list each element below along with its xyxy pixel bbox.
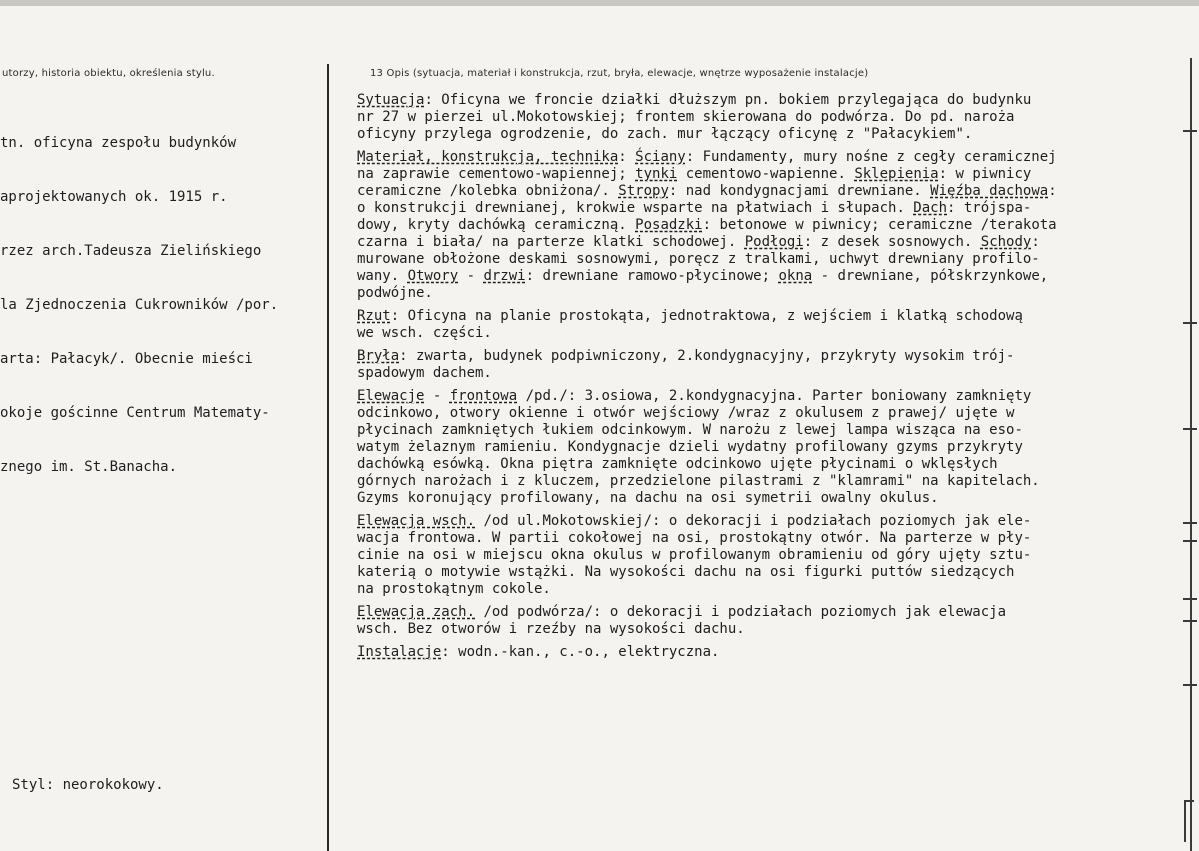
description-line — [357, 200, 1185, 217]
description-line — [357, 166, 1185, 183]
text-segment: wsch. Bez otworów i rzeźby na wysokości dachu. — [357, 621, 745, 637]
margin-tick — [1183, 620, 1197, 622]
history-text — [0, 98, 325, 512]
section-heading: Podłogi — [744, 234, 804, 250]
description-line — [357, 234, 1185, 251]
text-segment: /pd./: 3.osiowa, 2.kondygnacyjna. Parter boniowany zamknięty — [517, 388, 1032, 404]
section-heading: Rzut — [357, 308, 391, 324]
section-heading: Schody — [980, 234, 1032, 250]
text-segment: - — [458, 268, 484, 284]
text-segment: : trójspa- — [947, 200, 1032, 216]
margin-tick — [1183, 540, 1197, 542]
description-line — [357, 126, 1185, 143]
text-segment: Gzyms koronujący profilowany, na dachu na osi symetrii owalny okulus. — [357, 490, 939, 506]
text-segment: watym żelaznym ramieniu. Kondygnacje dzieli wydatny profilowany gzyms przykryty — [357, 439, 1023, 455]
text-segment: : drewniane ramowo-płycinowe; — [525, 268, 779, 284]
description-paragraph — [357, 644, 1185, 661]
text-segment: : — [618, 149, 636, 165]
section-heading: okna — [778, 268, 813, 284]
description-paragraph — [357, 92, 1185, 143]
text-segment: na prostokątnym cokole. — [357, 581, 551, 597]
description-line — [357, 473, 1185, 490]
section-heading: Elewacja zach. — [357, 604, 476, 620]
description-line — [357, 490, 1185, 507]
text-segment: /od ul.Mokotowskiej/: o dekoracji i podziałach poziomych jak ele- — [475, 513, 1032, 529]
history-line: znego im. St.Banacha. — [0, 459, 178, 475]
history-line: arta: Pałacyk/. Obecnie mieści — [0, 351, 253, 367]
description-line — [357, 308, 1185, 325]
history-line: la Zjednoczenia Cukrowników /por. — [0, 297, 279, 313]
description-line — [357, 365, 1185, 382]
description-line — [357, 456, 1185, 473]
text-segment: górnych narożach i z kluczem, przedzielone pilastrami z "klamrami" na kapitelach. — [357, 473, 1040, 489]
description-paragraph — [357, 388, 1185, 507]
text-segment: ceramiczne /kolebka obniżona/. — [357, 183, 619, 199]
right-column-header: 13 Opis (sytuacja, materiał i konstrukcja, rzut, bryła, elewacje, wnętrze wyposażenie instalacje) — [370, 68, 869, 79]
column-divider — [327, 64, 329, 851]
description-line — [357, 621, 1185, 638]
section-heading: Więźba dachowa — [930, 183, 1049, 199]
text-segment: o konstrukcji drewnianej, krokwie wsparte na płatwiach i słupach. — [357, 200, 914, 216]
description-line — [357, 513, 1185, 530]
description-line — [357, 644, 1185, 661]
text-segment: : zwarta, budynek podpiwniczony, 2.kondygnacyjny, przykryty wysokim trój- — [399, 348, 1015, 364]
description-line — [357, 149, 1185, 166]
text-segment: podwójne. — [357, 285, 433, 301]
margin-tick — [1183, 428, 1197, 430]
text-segment: katerią o motywie wstążki. Na wysokości dachu na osi figurki puttów siedzących — [357, 564, 1015, 580]
section-heading: Materiał, konstrukcja, technika — [357, 149, 619, 165]
text-segment: dowy, kryty dachówką ceramiczną. — [357, 217, 636, 233]
description-line — [357, 547, 1185, 564]
history-line: rzez arch.Tadeusza Zielińskiego — [0, 243, 262, 259]
description-line — [357, 439, 1185, 456]
margin-tick — [1183, 322, 1197, 324]
text-segment: odcinkowo, otwory okienne i otwór wejściowy /wraz z okulusem z prawej/ ujęte w — [357, 405, 1015, 421]
text-segment: : Oficyna na planie prostokąta, jednotraktowa, z wejściem i klatką schodową — [390, 308, 1023, 324]
margin-tick — [1183, 130, 1197, 132]
text-segment: we wsch. części. — [357, 325, 492, 341]
description-paragraph — [357, 513, 1185, 598]
description-paragraph — [357, 149, 1185, 302]
corner-mark — [1184, 800, 1194, 842]
description-line — [357, 251, 1185, 268]
description-line — [357, 422, 1185, 439]
margin-tick — [1183, 522, 1197, 524]
section-heading: drzwi — [483, 268, 526, 284]
history-line: okoje gościnne Centrum Matematy- — [0, 405, 270, 421]
description-line — [357, 109, 1185, 126]
text-segment: : nad kondygnacjami drewniane. — [668, 183, 931, 199]
section-heading: Dach — [913, 200, 948, 216]
text-segment: czarna i biała/ na parterze klatki schodowej. — [357, 234, 745, 250]
text-segment: - — [424, 388, 450, 404]
section-heading: Bryła — [357, 348, 400, 364]
text-segment: murowane obłożone deskami sosnowymi, poręcz z tralkami, uchwyt drewniany profilo- — [357, 251, 1040, 267]
section-heading: Elewacja wsch. — [357, 513, 476, 529]
text-segment: : Fundamenty, mury nośne z cegły ceramicznej — [685, 149, 1057, 165]
description-line — [357, 268, 1185, 285]
text-segment: : — [1031, 234, 1040, 250]
text-segment: - drewniane, półskrzynkowe, — [812, 268, 1049, 284]
text-segment: wacja frontowa. W partii cokołowej na osi, prostokątny otwór. Na parterze w pły- — [357, 530, 1032, 546]
section-heading: frontowa — [449, 388, 518, 404]
description-line — [357, 348, 1185, 365]
section-heading: Stropy — [618, 183, 669, 199]
description-line — [357, 183, 1185, 200]
section-heading: tynki — [635, 166, 678, 182]
left-column-header: utorzy, historia obiektu, określenia stylu. — [2, 68, 215, 79]
description-line — [357, 285, 1185, 302]
text-segment: nr 27 w pierzei ul.Mokotowskiej; frontem skierowana do podwórza. Do pd. naroża — [357, 109, 1015, 125]
description-line — [357, 581, 1185, 598]
text-segment: dachówką esówką. Okna piętra zamknięte odcinkowo ujęte płycinami o wklęsłych — [357, 456, 998, 472]
style-statement: Styl: neorokokowy. — [12, 777, 164, 793]
section-heading: Posadzki — [635, 217, 703, 233]
text-segment: oficyny przylega ogrodzenie, do zach. mur łączący oficynę z "Pałacykiem". — [357, 126, 973, 142]
section-heading: Instalacje — [357, 644, 442, 660]
right-border — [1190, 58, 1192, 851]
margin-tick — [1183, 598, 1197, 600]
text-segment: na zaprawie cementowo-wapiennej; — [357, 166, 636, 182]
history-line: aprojektowanych ok. 1915 r. — [0, 189, 228, 205]
text-segment: /od podwórza/: o dekoracji i podziałach poziomych jak elewacja — [475, 604, 1007, 620]
section-heading: Sytuacja — [357, 92, 425, 108]
text-segment: : Oficyna we froncie działki dłuższym pn. bokiem przylegająca do budynku — [424, 92, 1032, 108]
section-heading: Elewacje — [357, 388, 425, 404]
text-segment: : — [1048, 183, 1057, 199]
description-body — [357, 92, 1185, 667]
text-segment: cinie na osi w miejscu okna okulus w profilowanym obramieniu od góry ujęty sztu- — [357, 547, 1032, 563]
description-line — [357, 217, 1185, 234]
text-segment: cementowo-wapienne. — [677, 166, 855, 182]
description-line — [357, 564, 1185, 581]
description-paragraph — [357, 604, 1185, 638]
text-segment: : z desek sosnowych. — [803, 234, 981, 250]
description-line — [357, 530, 1185, 547]
text-segment: wany. — [357, 268, 408, 284]
history-line: tn. oficyna zespołu budynków — [0, 135, 237, 151]
top-edge — [0, 0, 1199, 6]
description-line — [357, 604, 1185, 621]
description-paragraph — [357, 348, 1185, 382]
description-line — [357, 325, 1185, 342]
text-segment: : wodn.-kan., c.-o., elektryczna. — [441, 644, 720, 660]
text-segment: : betonowe w piwnicy; ceramiczne /terakota — [702, 217, 1057, 233]
description-paragraph — [357, 308, 1185, 342]
section-heading: Otwory — [407, 268, 459, 284]
margin-tick — [1183, 684, 1197, 686]
section-heading: Ściany — [635, 149, 686, 165]
description-line — [357, 405, 1185, 422]
description-line — [357, 92, 1185, 109]
text-segment: spadowym dachem. — [357, 365, 492, 381]
section-heading: Sklepienia — [854, 166, 939, 182]
text-segment: : w piwnicy — [938, 166, 1032, 182]
description-line — [357, 388, 1185, 405]
text-segment: płycinach zamkniętych łukiem odcinkowym. W narożu z lewej lampa wisząca na eso- — [357, 422, 1023, 438]
